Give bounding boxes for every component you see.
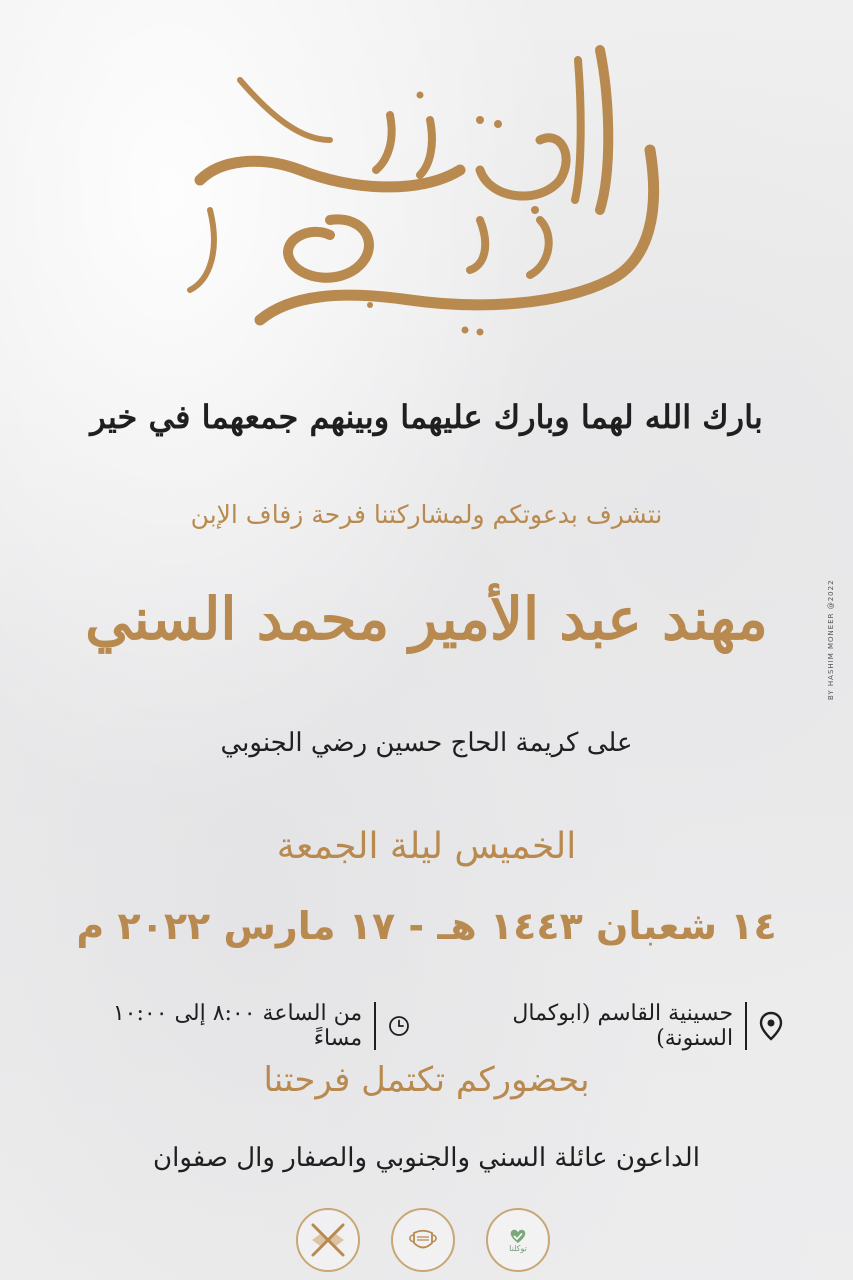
separator-bar xyxy=(745,1002,747,1050)
bride-line: على كريمة الحاج حسين رضي الجنوبي xyxy=(220,728,633,758)
location-pin-icon xyxy=(759,1011,783,1041)
hosts-line: الداعون عائلة السني والجنوبي والصفار وال صفوان xyxy=(153,1143,700,1173)
tawakkalna-app-badge xyxy=(486,1208,550,1272)
closing-line: بحضوركم تكتمل فرحتنا xyxy=(263,1060,590,1100)
no-handshake-badge xyxy=(296,1208,360,1272)
event-date: ١٤ شعبان ١٤٤٣ هـ - ١٧ مارس ٢٠٢٢ م xyxy=(76,904,777,948)
blessing-calligraphy: بارك الله لهما وبارك عليهما وبينهم جمعهما في خير xyxy=(90,398,763,436)
invitation-line: نتشرف بدعوتكم ولمشاركتنا فرحة زفاف الإبن xyxy=(190,500,663,529)
venue-time-row xyxy=(73,1000,783,1052)
health-guidelines-badges xyxy=(300,1208,550,1274)
designer-credit: BY HASHIM MONEER @2022 xyxy=(827,579,835,701)
event-day: الخميس ليلة الجمعة xyxy=(276,826,577,867)
app-badge-label: توكلنا xyxy=(509,1243,527,1253)
face-mask-icon xyxy=(406,1229,440,1251)
face-mask-badge xyxy=(391,1208,455,1272)
family-names-calligraphy-logo xyxy=(180,20,670,340)
groom-name: مهند عبد الأمير محمد السني xyxy=(85,585,768,653)
app-check-icon xyxy=(508,1228,528,1253)
venue-name: حسينية القاسم (ابوكمال السنونة) xyxy=(512,1001,734,1051)
calligraphy-logo-graphic xyxy=(180,20,670,340)
clock-icon xyxy=(388,1015,410,1037)
event-time: من الساعة ٨:٠٠ إلى ١٠:٠٠ مساءً xyxy=(112,1001,363,1051)
separator-bar xyxy=(374,1002,376,1050)
no-handshake-icon xyxy=(306,1218,350,1262)
